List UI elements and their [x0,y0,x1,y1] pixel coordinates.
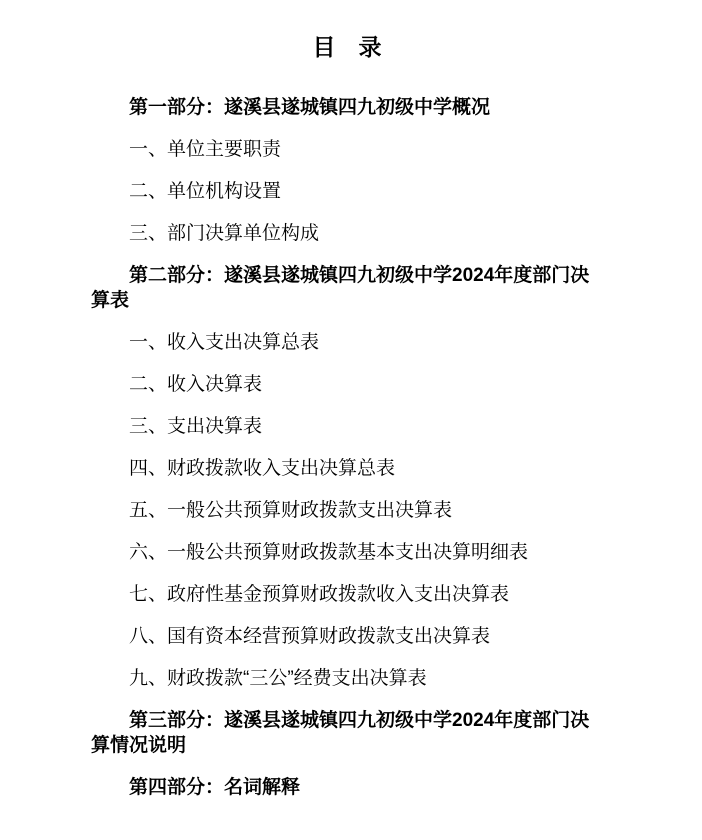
toc-entry: 一、单位主要职责 [129,139,282,160]
toc-entry: 五、一般公共预算财政拨款支出决算表 [129,500,453,521]
toc-entry: 八、国有资本经营预算财政拨款支出决算表 [129,626,491,647]
toc-part-heading-3: 第三部分：遂溪县遂城镇四九初级中学2024年度部门决算情况说明 [91,710,590,756]
toc-entry: 九、财政拨款“三公”经费支出决算表 [129,668,427,689]
toc-part-heading-4: 第四部分：名词解释 [129,777,301,798]
page-title: 目 录 [312,34,382,60]
toc-entry: 二、收入决算表 [129,374,263,395]
toc-entry: 三、部门决算单位构成 [129,223,320,244]
toc-entry: 四、财政拨款收入支出决算总表 [129,458,396,479]
toc-entry: 七、政府性基金预算财政拨款收入支出决算表 [129,584,510,605]
toc-entry: 二、单位机构设置 [129,181,282,202]
toc-entry: 三、支出决算表 [129,416,263,437]
toc-content [91,0,603,800]
toc-part-heading-2: 第二部分：遂溪县遂城镇四九初级中学2024年度部门决算表 [91,265,590,311]
toc-entry: 一、收入支出决算总表 [129,332,320,353]
toc-part-heading-1: 第一部分：遂溪县遂城镇四九初级中学概况 [129,97,491,118]
toc-entry: 六、一般公共预算财政拨款基本支出决算明细表 [129,542,529,563]
